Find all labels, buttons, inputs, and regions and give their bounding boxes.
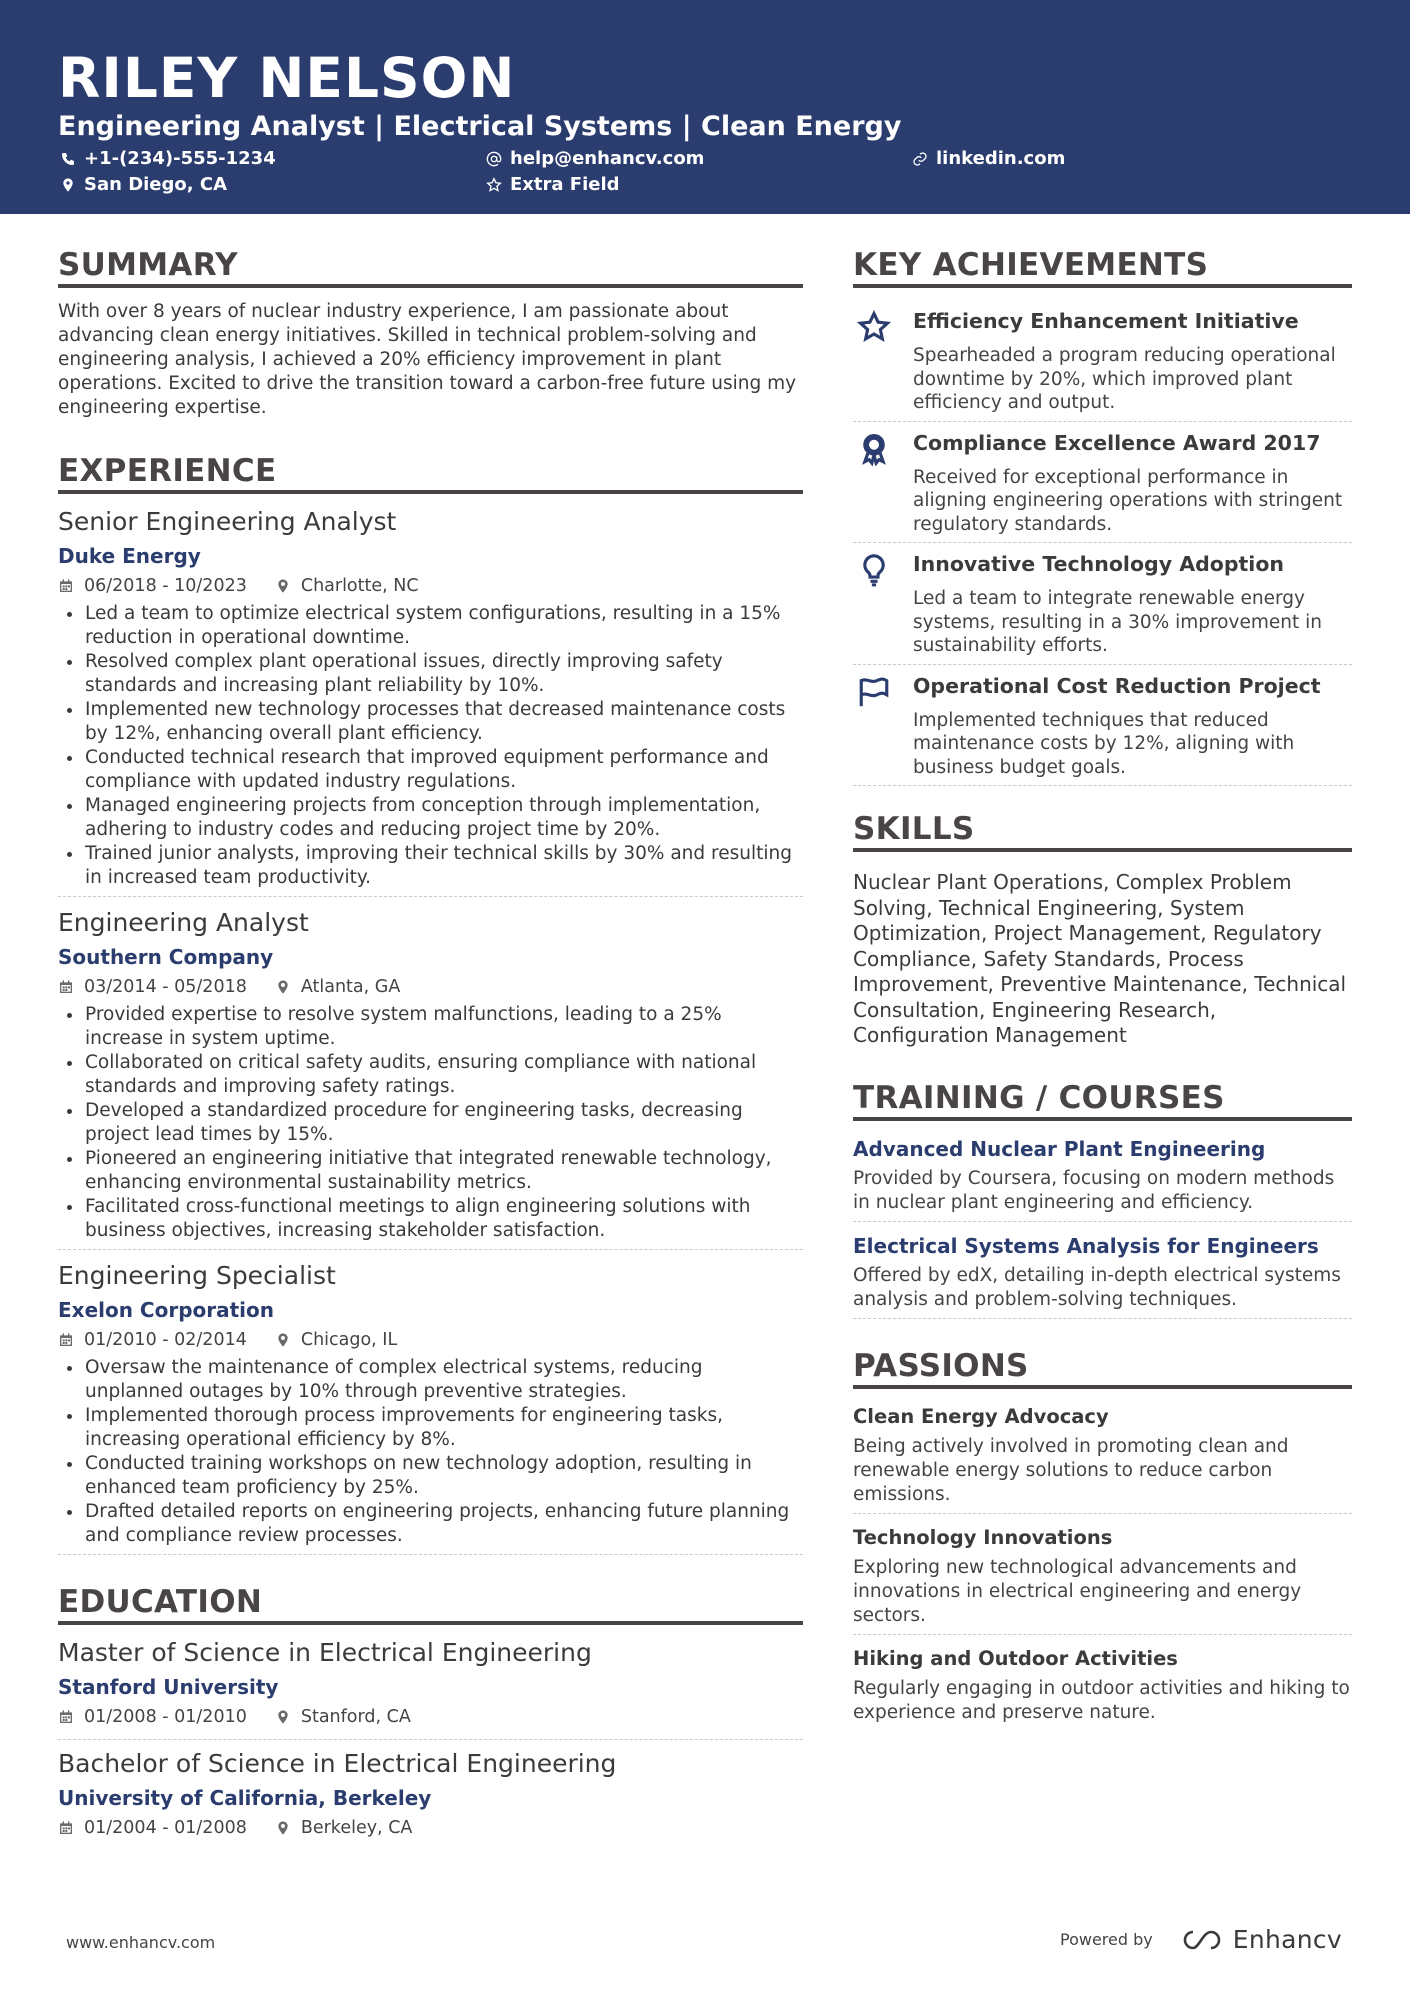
contact-location	[60, 173, 227, 197]
job-location: Chicago, IL	[275, 1328, 397, 1352]
job-meta	[58, 574, 803, 598]
course-title: Advanced Nuclear Plant Engineering	[853, 1136, 1266, 1161]
job-bullets	[58, 602, 803, 890]
achievement-desc: Implemented techniques that reduced maintenance costs by 12%, aligning with business budget goals.	[913, 709, 1295, 778]
phone-icon	[60, 151, 76, 167]
bullet-item: Pioneered an engineering initiative that integrated renewable technology, enhancing environmental sustainability metrics.	[58, 1147, 803, 1195]
passion-desc: Being actively involved in promoting clean and renewable energy solutions to reduce carbon emissions.	[853, 1435, 1289, 1505]
passion-title: Clean Energy Advocacy	[853, 1404, 1109, 1428]
education-dates: 01/2004 - 01/2008	[58, 1816, 247, 1840]
job-dates: 01/2010 - 02/2014	[58, 1328, 247, 1352]
education-dates: 01/2008 - 01/2010	[58, 1705, 247, 1729]
bullet-item: Resolved complex plant operational issues, directly improving safety standards and increasing plant reliability by 10%.	[58, 650, 803, 698]
achievement-desc: Led a team to integrate renewable energy systems, resulting in a 30% improvement in sustainability efforts.	[913, 588, 1322, 656]
education-entry	[58, 1748, 803, 1850]
location-pin-icon	[275, 578, 291, 594]
star-icon	[857, 310, 891, 344]
contact-phone[interactable]	[60, 147, 276, 171]
summary-text: With over 8 years of nuclear industry experience, I am passionate about advancing clean energy initiatives. Skilled in technical problem-solving and engineering analysis, I achieved a 20% efficiency improvement in plant operations. Excited to drive the transition toward a carbon-free future using my engineering expertise.	[58, 301, 797, 418]
calendar-icon	[58, 1709, 74, 1725]
calendar-icon	[58, 1820, 74, 1836]
link-icon	[912, 151, 928, 167]
passion-title: Technology Innovations	[853, 1525, 1113, 1549]
course-item	[853, 1230, 1352, 1319]
at-sign-icon	[486, 151, 502, 167]
passion-desc: Exploring new technological advancements and innovations in electrical engineering and energy sectors.	[853, 1556, 1302, 1626]
achievement-title: Efficiency Enhancement Initiative	[913, 309, 1299, 333]
calendar-icon	[58, 1332, 74, 1348]
brand-name: Enhancv	[1232, 1925, 1343, 1954]
bullet-item: Conducted technical research that improved equipment performance and compliance with updated industry regulations.	[58, 746, 803, 794]
course-item	[853, 1133, 1352, 1222]
bullet-item: Collaborated on critical safety audits, ensuring compliance with national standards and improving safety ratings.	[58, 1051, 803, 1099]
bullet-item: Trained junior analysts, improving their technical skills by 30% and resulting in increased team productivity.	[58, 842, 803, 890]
bullet-item: Implemented thorough process improvements for engineering tasks, increasing operational efficiency by 8%.	[58, 1404, 803, 1452]
flag-icon	[857, 675, 891, 709]
achievements-heading: KEY ACHIEVEMENTS	[853, 246, 1352, 288]
job-bullets	[58, 1356, 803, 1548]
course-title: Electrical Systems Analysis for Engineers	[853, 1233, 1319, 1258]
job-dates: 03/2014 - 05/2018	[58, 975, 247, 999]
bullet-item: Oversaw the maintenance of complex electrical systems, reducing unplanned outages by 10% through preventive strategies.	[58, 1356, 803, 1404]
powered-by-label: Powered by	[1060, 1930, 1153, 1949]
enhancv-logo-icon	[1179, 1927, 1225, 1953]
education-meta	[58, 1705, 803, 1729]
location-pin-icon	[275, 1820, 291, 1836]
achievement-title: Innovative Technology Adoption	[913, 552, 1285, 576]
calendar-icon	[58, 979, 74, 995]
passions-heading: PASSIONS	[853, 1347, 1352, 1389]
passion-item	[853, 1401, 1352, 1514]
education-location: Stanford, CA	[275, 1705, 411, 1729]
education-heading: EDUCATION	[58, 1583, 803, 1625]
achievement-item	[853, 543, 1352, 665]
bullet-item: Conducted training workshops on new technology adoption, resulting in enhanced team proficiency by 25%.	[58, 1452, 803, 1500]
phone-text: +1-(234)-555-1234	[84, 148, 276, 169]
education-entry	[58, 1637, 803, 1740]
skills-heading: SKILLS	[853, 810, 1352, 852]
location-pin-icon	[275, 1709, 291, 1725]
company-name: Duke Energy	[58, 544, 201, 568]
left-column	[58, 246, 803, 1858]
job-bullets	[58, 1003, 803, 1243]
job-entry	[58, 1260, 803, 1555]
email-text: help@enhancv.com	[510, 148, 705, 169]
bullet-item: Provided expertise to resolve system malfunctions, leading to a 25% increase in system uptime.	[58, 1003, 803, 1051]
location-text: San Diego, CA	[84, 174, 228, 195]
job-entry	[58, 907, 803, 1250]
education-location: Berkeley, CA	[275, 1816, 413, 1840]
passion-item	[853, 1643, 1352, 1731]
bullet-item: Facilitated cross-functional meetings to align engineering solutions with business objectives, increasing stakeholder satisfaction.	[58, 1195, 803, 1243]
job-title: Engineering Specialist	[58, 1261, 336, 1290]
location-pin-icon	[275, 1332, 291, 1348]
bullet-item: Led a team to optimize electrical system configurations, resulting in a 15% reduction in operational downtime.	[58, 602, 803, 650]
summary-heading: SUMMARY	[58, 246, 803, 288]
company-name: Exelon Corporation	[58, 1298, 275, 1322]
achievement-item	[853, 422, 1352, 544]
passion-desc: Regularly engaging in outdoor activities and hiking to experience and preserve nature.	[853, 1677, 1350, 1723]
school-name: University of California, Berkeley	[58, 1786, 432, 1810]
passion-title: Hiking and Outdoor Activities	[853, 1646, 1178, 1670]
contact-email[interactable]	[486, 147, 704, 171]
linkedin-text: linkedin.com	[936, 148, 1066, 169]
achievement-desc: Spearheaded a program reducing operational downtime by 20%, which improved plant efficiency and output.	[913, 345, 1336, 413]
candidate-tagline: Engineering Analyst | Electrical Systems | Clean Energy	[58, 111, 902, 142]
right-column	[853, 246, 1352, 1739]
course-desc: Provided by Coursera, focusing on modern methods in nuclear plant engineering and efficiency.	[853, 1167, 1335, 1213]
company-name: Southern Company	[58, 945, 274, 969]
skills-text: Nuclear Plant Operations, Complex Problem Solving, Technical Engineering, System Optimization, Project Management, Regulatory Compliance, Safety Standards, Process Improvement, Preventive Maintenance, Technical Consultation, Engineering Research, Configuration Management	[853, 870, 1347, 1047]
job-location: Charlotte, NC	[275, 574, 419, 598]
school-name: Stanford University	[58, 1675, 279, 1699]
star-outline-icon	[486, 177, 502, 193]
course-desc: Offered by edX, detailing in-depth electrical systems analysis and problem-solving techniques.	[853, 1264, 1341, 1310]
achievement-title: Compliance Excellence Award 2017	[913, 430, 1321, 455]
bullet-item: Managed engineering projects from conception through implementation, adhering to industry codes and reducing project time by 20%.	[58, 794, 803, 842]
degree-title: Master of Science in Electrical Engineering	[58, 1638, 592, 1667]
achievement-item	[853, 665, 1352, 787]
passion-item	[853, 1522, 1352, 1635]
calendar-icon	[58, 578, 74, 594]
job-meta	[58, 1328, 803, 1352]
bullet-item: Drafted detailed reports on engineering projects, enhancing future planning and compliance review processes.	[58, 1500, 803, 1548]
education-meta	[58, 1816, 803, 1840]
footer-website[interactable]: www.enhancv.com	[66, 1933, 216, 1952]
training-heading: TRAINING / COURSES	[853, 1079, 1352, 1121]
resume-header	[0, 0, 1410, 214]
achievement-title: Operational Cost Reduction Project	[913, 673, 1321, 698]
experience-heading: EXPERIENCE	[58, 452, 803, 494]
job-title: Engineering Analyst	[58, 908, 309, 937]
award-icon	[857, 432, 891, 466]
job-title: Senior Engineering Analyst	[58, 507, 397, 536]
extra-text: Extra Field	[510, 174, 620, 195]
achievement-desc: Received for exceptional performance in aligning engineering operations with stringent regulatory standards.	[913, 466, 1343, 535]
footer-branding[interactable]	[1060, 1925, 1342, 1954]
bullet-item: Developed a standardized procedure for engineering tasks, decreasing project lead times by 15%.	[58, 1099, 803, 1147]
location-pin-icon	[60, 177, 76, 193]
job-dates: 06/2018 - 10/2023	[58, 574, 247, 598]
job-entry	[58, 506, 803, 897]
job-meta	[58, 975, 803, 999]
bullet-item: Implemented new technology processes that decreased maintenance costs by 12%, enhancing overall plant efficiency.	[58, 698, 803, 746]
contact-extra	[486, 173, 620, 197]
location-pin-icon	[275, 979, 291, 995]
achievement-item	[853, 300, 1352, 422]
job-location: Atlanta, GA	[275, 975, 400, 999]
degree-title: Bachelor of Science in Electrical Engineering	[58, 1749, 617, 1778]
lightbulb-icon	[857, 553, 891, 587]
contact-linkedin[interactable]	[912, 147, 1065, 171]
candidate-name: RILEY NELSON	[58, 46, 516, 110]
